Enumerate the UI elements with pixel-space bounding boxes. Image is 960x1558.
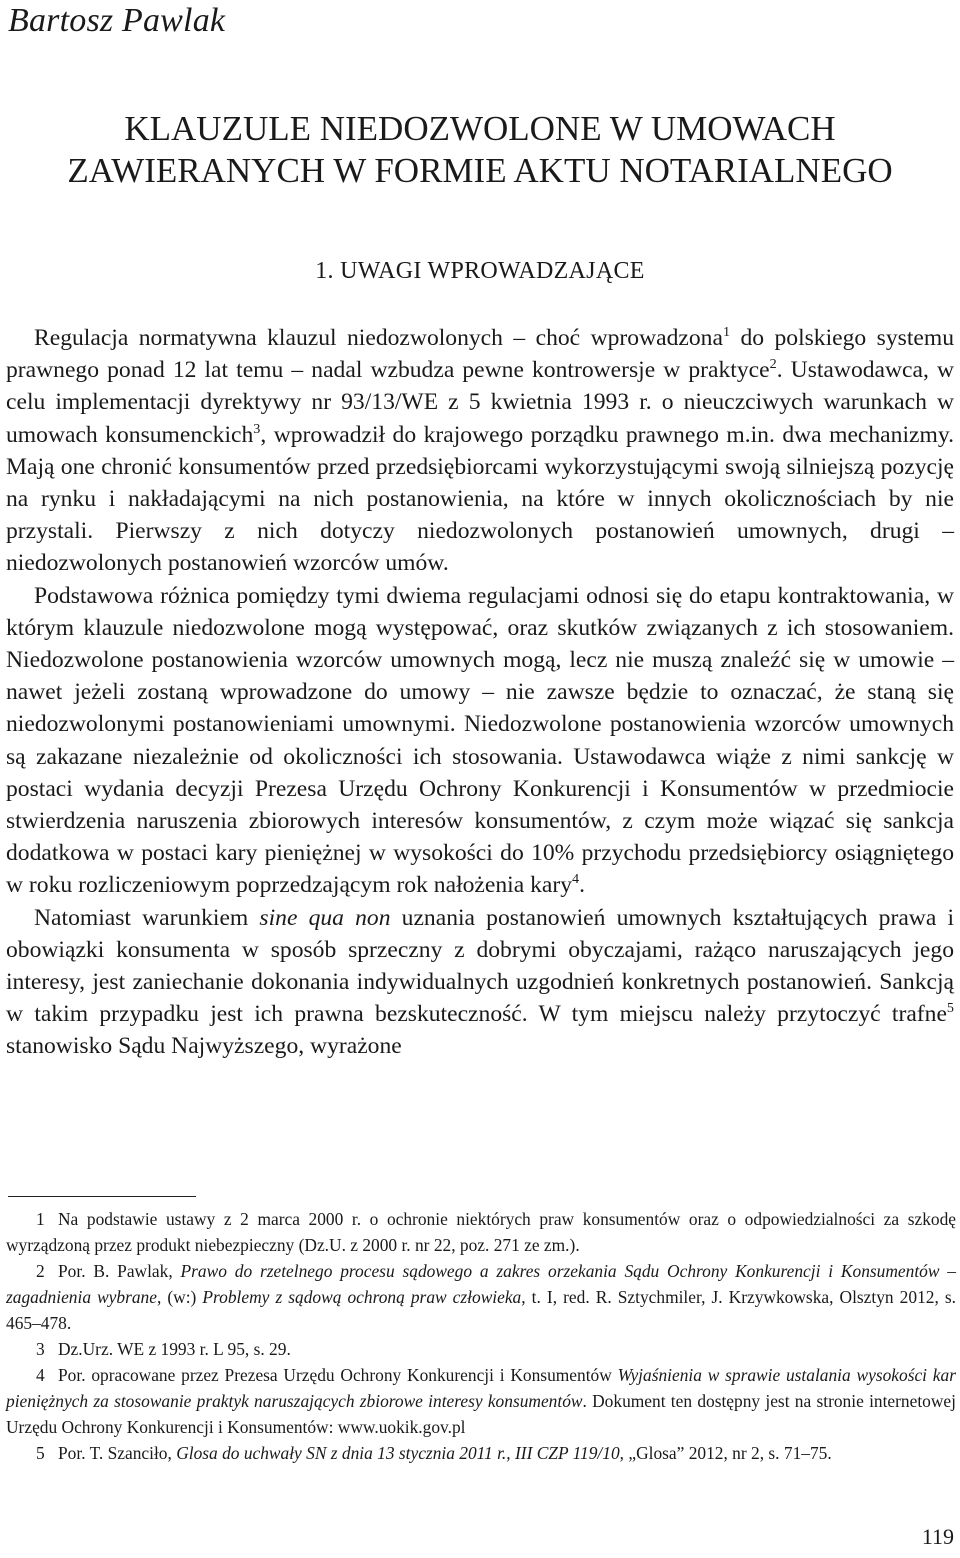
paragraph-3-text-b: uznania postanowień umownych kształtujących prawa i obowiązki konsumenta w sposób sprzeczny z dobrymi obyczajami, rażąco naruszających jego interesy, jest zaniechanie dokonania indywidualnych uzgodnień konkretnych postanowień. Sankcją w takim przypadku jest ich prawna bezskuteczność. W tym miejscu należy przytoczyć trafne [6,904,955,1028]
footnote-4-title: Wyjaśnienia w sprawie ustalania wysokości kar pieniężnych za stosowanie praktyk naruszających zbiorowe interesy konsumentów [6,1365,956,1411]
footnote-2-text-c: , t. I, red. R. Sztychmiler, J. Krzywkowska, Olsztyn 2012, s. 465–478. [6,1287,956,1333]
article-title [0,108,960,192]
paragraph-2-text-a: Podstawowa różnica pomiędzy tymi dwiema regulacjami odnosi się do etapu kontraktowania, w którym klauzule niedozwolone mogą występować, oraz skutków związanych z ich stosowaniem. Niedozwolone postanowienia wzorców umownych mogą, lecz nie muszą znaleźć się w umowie – nawet jeżeli zostaną wprowadzone do umowy – nie zawsze będzie to oznaczać, że staną się niedozwolonymi postanowieniami umownymi. Niedozwolone postanowienia wzorców umownych są zakazane niezależnie od okoliczności ich stosowania. Ustawodawca wiąże z nimi sankcję w postaci wydania decyzji Prezesa Urzędu Ochrony Konkurencji i Konsumentów w przedmiocie stwierdzenia naruszenia zbiorowych interesów konsumentów, z czym może wiązać się sankcja dodatkowa w postaci kary pieniężnej w wysokości do 10% przychodu przedsiębiorcy osiągniętego w roku rozliczeniowym poprzedzającym rok nałożenia kary [6,582,954,899]
footnote-5-text-a: Por. T. Szanciło, [58,1443,177,1463]
footnote-separator [8,1196,196,1197]
paragraph-1 [6,322,954,580]
footnote-3 [6,1336,956,1362]
footnote-ref-2[interactable]: 2 [769,356,777,373]
paragraph-3-text-a: Natomiast warunkiem [34,904,260,931]
footnote-1-text: Na podstawie ustawy z 2 marca 2000 r. o ochronie niektórych praw konsumentów oraz o odpowiedzialności za szkodę wyrządzoną przez produkt niebezpieczny (Dz.U. z 2000 r. nr 22, poz. 271 ze zm.). [6,1209,956,1255]
running-header-author: Bartosz Pawlak [8,2,226,39]
footnote-1-number: 1 [36,1209,45,1229]
paragraph-1-text-b: do polskiego systemu prawnego ponad 12 lat temu – nadal wzbudza pewne kontrowersje w praktyce [6,325,954,384]
paragraph-3 [6,902,954,1063]
paragraph-3-latin-phrase: sine qua non [259,904,391,931]
article-title-line-1: KLAUZULE NIEDOZWOLONE W UMOWACH [124,109,836,148]
section-heading: 1. UWAGI WPROWADZAJĄCE [315,258,645,284]
page-number: 119 [921,1524,954,1549]
footnote-2 [6,1258,956,1336]
footnote-4-number: 4 [36,1365,45,1385]
footnote-5-number: 5 [36,1443,45,1463]
footnote-2-title-2: Problemy z sądową ochroną praw człowieka [202,1287,522,1307]
article-title-line-2: ZAWIERANYCH W FORMIE AKTU NOTARIALNEGO [67,151,893,190]
paragraph-2-text-b: . [579,872,585,899]
footnote-4 [6,1362,956,1440]
footnote-3-text: Dz.Urz. WE z 1993 r. L 95, s. 29. [58,1339,291,1359]
paragraph-2 [6,580,954,902]
footnote-3-number: 3 [36,1339,45,1359]
footnote-4-text-b: . Dokument ten dostępny jest na stronie internetowej Urzędu Ochrony Konkurencji i Konsumentów: www.uokik.gov.pl [6,1391,956,1437]
footnote-2-text-b: , (w:) [156,1287,203,1307]
footnote-2-title-1: Prawo do rzetelnego procesu sądowego a zakres orzekania Sądu Ochrony Konkurencji i Konsumentów – zagadnienia wybrane [6,1261,956,1307]
footnote-2-text-a: Por. B. Pawlak, [58,1261,181,1281]
paragraph-1-text-d: , wprowadził do krajowego porządku prawnego m.in. dwa mechanizmy. Mają one chronić konsumentów przed przedsiębiorcami wykorzystującymi swoją silniejszą pozycję na rynku i nakładającymi na nich postanowienia, na które w innych okolicznościach by nie przystali. Pierwszy z nich dotyczy niedozwolonych postanowień umownych, drugi – niedozwolonych postanowień wzorców umów. [6,421,954,577]
footnotes [6,1206,956,1466]
footnote-2-number: 2 [36,1261,45,1281]
footnote-5-text-b: , „Glosa” 2012, nr 2, s. 71–75. [619,1443,832,1463]
footnote-ref-4[interactable]: 4 [572,871,580,888]
footnote-ref-1[interactable]: 1 [722,324,731,341]
paragraph-3-text-c: stanowisko Sądu Najwyższego, wyrażone [6,1033,402,1060]
footnote-ref-3[interactable]: 3 [253,420,261,437]
paragraph-1-text-c: . Ustawodawca, w celu implementacji dyrektywy nr 93/13/WE z 5 kwietnia 1993 r. o nieuczciwych warunkach w umowach konsumenckich [6,357,955,448]
footnote-5 [6,1440,956,1466]
body-text [6,322,954,1063]
paragraph-1-text-a: Regulacja normatywna klauzul niedozwolonych – choć wprowadzona [34,325,723,351]
footnote-5-title: Glosa do uchwały SN z dnia 13 stycznia 2011 r., III CZP 119/10 [176,1443,620,1463]
footnote-4-text-a: Por. opracowane przez Prezesa Urzędu Ochrony Konkurencji i Konsumentów [58,1365,618,1385]
footnote-1 [6,1206,956,1258]
footnote-ref-5[interactable]: 5 [946,1000,954,1017]
